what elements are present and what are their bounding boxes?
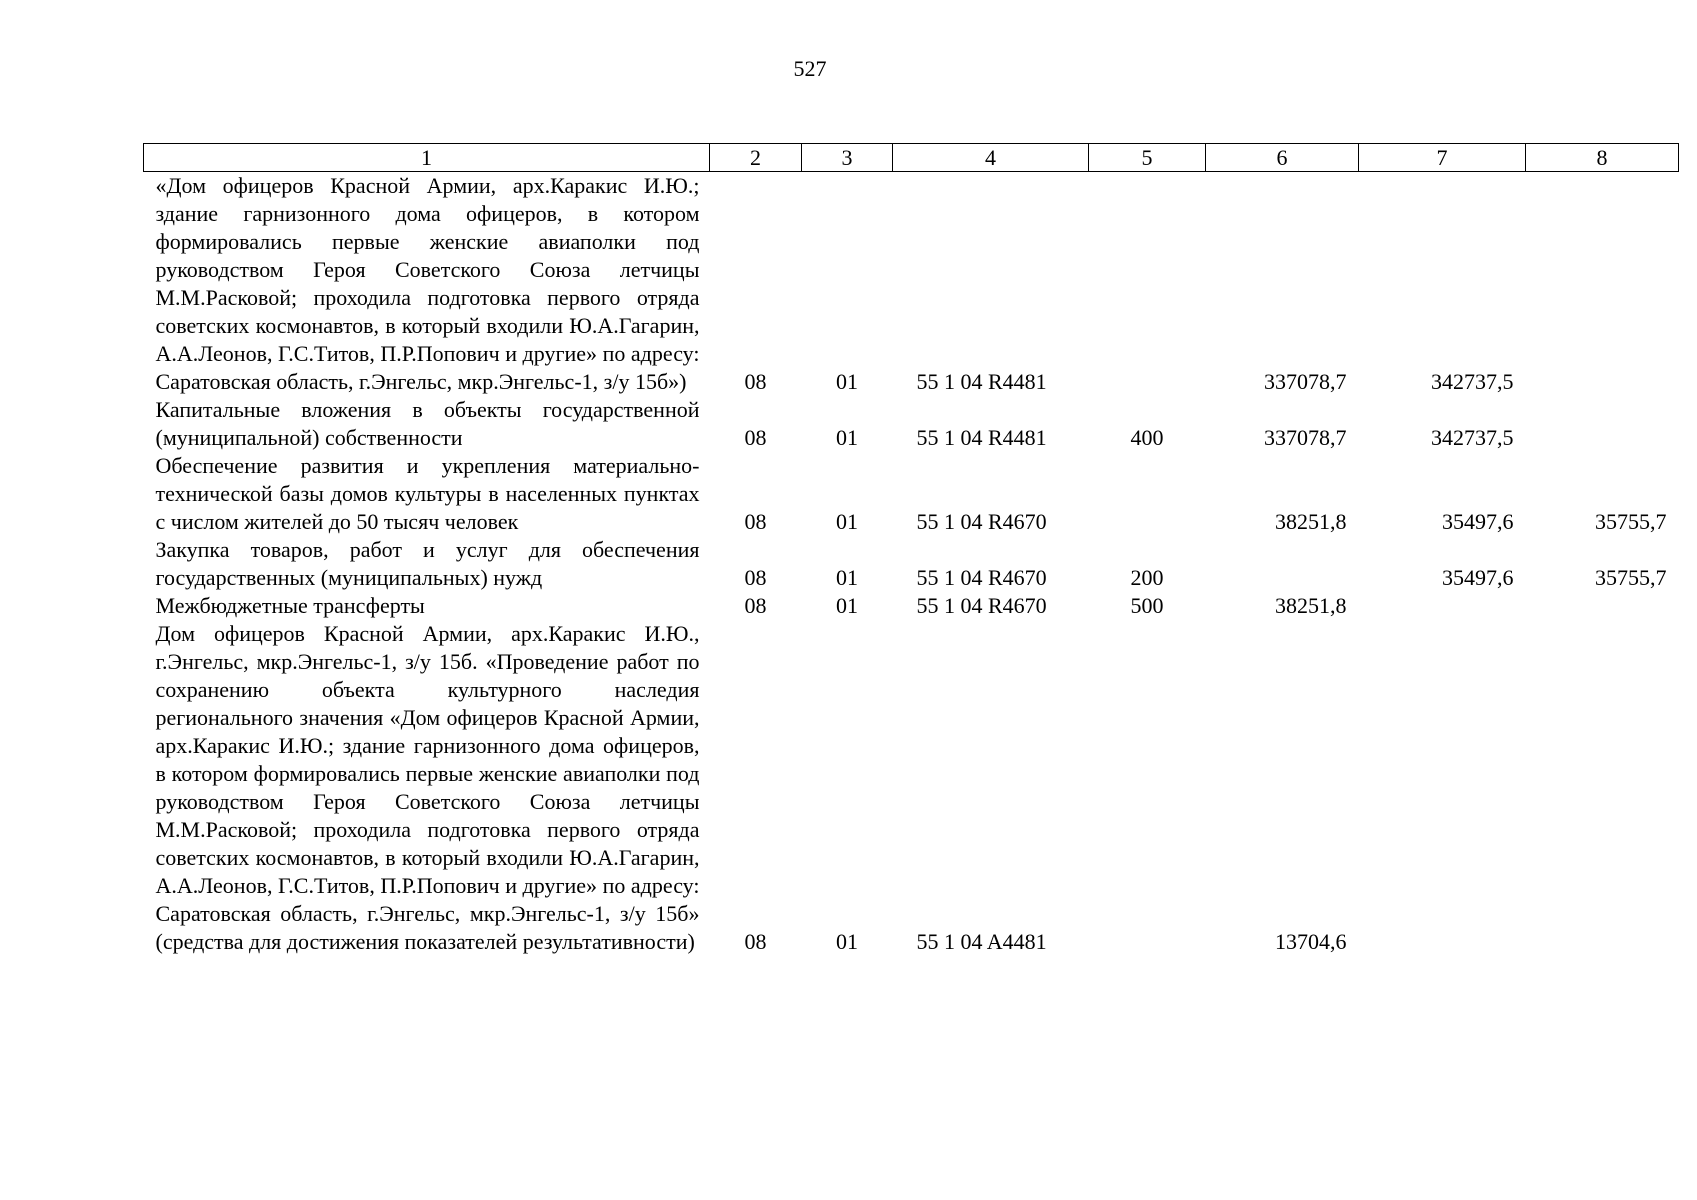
cell-amount-6: 337078,7 — [1264, 369, 1347, 394]
row-name: Межбюджетные трансферты — [155, 593, 425, 618]
cell-amount-7: 342737,5 — [1431, 425, 1514, 450]
cell-amount-7 — [1359, 592, 1526, 620]
cell-amount-8 — [1526, 172, 1679, 397]
table-row — [144, 536, 1679, 592]
cell-amount-8 — [1526, 620, 1679, 956]
table-row — [144, 620, 1679, 956]
cell-target-code: 55 1 04 R4670 — [916, 509, 1047, 534]
header-col-1: 1 — [144, 144, 710, 172]
header-col-3: 3 — [802, 144, 893, 172]
header-col-6: 6 — [1206, 144, 1359, 172]
row-name: Обеспечение развития и укрепления материально-технической базы домов культуры в населенных пунктах с числом жителей до 50 тысяч человек — [155, 453, 700, 534]
header-col-2: 2 — [710, 144, 802, 172]
header-col-8: 8 — [1526, 144, 1679, 172]
header-col-7: 7 — [1359, 144, 1526, 172]
row-name: «Дом офицеров Красной Армии, арх.Каракис И.Ю.; здание гарнизонного дома офицеров, в котором формировались первые женские авиаполки под руководством Героя Советского Союза летчицы М.М.Расковой; проходила подготовка первого отряда советских космонавтов, в который входили Ю.А.Гагарин, А.А.Леонов, Г.С.Титов, П.Р.Попович и другие» по адресу: Саратовская область, г.Энгельс, мкр.Энгельс-1, з/у 15б») — [155, 173, 700, 394]
cell-section: 08 — [744, 369, 767, 394]
cell-target-code: 55 1 04 R4481 — [916, 369, 1047, 394]
cell-expense-type — [1089, 172, 1206, 397]
cell-amount-6: 13704,6 — [1275, 929, 1347, 954]
cell-subsection: 01 — [836, 565, 858, 590]
cell-target-code: 55 1 04 R4481 — [916, 425, 1047, 450]
cell-amount-8: 35755,7 — [1595, 565, 1667, 590]
cell-expense-type: 500 — [1130, 593, 1164, 618]
table-row — [144, 452, 1679, 536]
header-row — [144, 144, 1679, 172]
row-name: Закупка товаров, работ и услуг для обеспечения государственных (муниципальных) нужд — [155, 537, 700, 590]
header-col-4: 4 — [893, 144, 1089, 172]
cell-subsection: 01 — [836, 369, 858, 394]
cell-amount-8 — [1526, 396, 1679, 452]
cell-amount-8 — [1526, 592, 1679, 620]
cell-amount-6 — [1206, 536, 1359, 592]
cell-subsection: 01 — [836, 593, 858, 618]
cell-section: 08 — [744, 425, 767, 450]
row-name: Дом офицеров Красной Армии, арх.Каракис И.Ю., г.Энгельс, мкр.Энгельс-1, з/у 15б. «Проведение работ по сохранению объекта культурного наследия регионального значения «Дом офицеров Красной Армии, арх.Каракис И.Ю.; здание гарнизонного дома офицеров, в котором формировались первые женские авиаполки под руководством Героя Советского Союза летчицы М.М.Расковой; проходила подготовка первого отряда советских космонавтов, в который входили Ю.А.Гагарин, А.А.Леонов, Г.С.Титов, П.Р.Попович и другие» по адресу: Саратовская область, г.Энгельс, мкр.Энгельс-1, з/у 15б» (средства для достижения показателей результативности) — [155, 621, 700, 954]
cell-amount-6: 337078,7 — [1264, 425, 1347, 450]
table-row — [144, 172, 1679, 397]
cell-amount-7 — [1359, 620, 1526, 956]
cell-amount-7: 35497,6 — [1442, 565, 1514, 590]
cell-expense-type — [1089, 452, 1206, 536]
cell-section: 08 — [744, 929, 767, 954]
table-header — [144, 144, 1679, 172]
table-row — [144, 592, 1679, 620]
cell-amount-6: 38251,8 — [1275, 509, 1347, 534]
cell-subsection: 01 — [836, 929, 858, 954]
cell-amount-8: 35755,7 — [1595, 509, 1667, 534]
cell-section: 08 — [744, 565, 767, 590]
cell-expense-type: 200 — [1130, 565, 1164, 590]
cell-expense-type: 400 — [1130, 425, 1164, 450]
budget-table — [143, 143, 1679, 956]
table-body — [144, 172, 1679, 957]
header-col-5: 5 — [1089, 144, 1206, 172]
cell-amount-7: 35497,6 — [1442, 509, 1514, 534]
row-name: Капитальные вложения в объекты государственной (муниципальной) собственности — [155, 397, 700, 450]
page-number: 527 — [793, 56, 827, 81]
cell-amount-7: 342737,5 — [1431, 369, 1514, 394]
cell-section: 08 — [744, 593, 767, 618]
cell-amount-6: 38251,8 — [1275, 593, 1347, 618]
cell-section: 08 — [744, 509, 767, 534]
cell-target-code: 55 1 04 R4670 — [916, 565, 1047, 590]
cell-expense-type — [1089, 620, 1206, 956]
cell-target-code: 55 1 04 R4670 — [916, 593, 1047, 618]
cell-target-code: 55 1 04 A4481 — [916, 929, 1047, 954]
cell-subsection: 01 — [836, 509, 858, 534]
table-row — [144, 396, 1679, 452]
cell-subsection: 01 — [836, 425, 858, 450]
